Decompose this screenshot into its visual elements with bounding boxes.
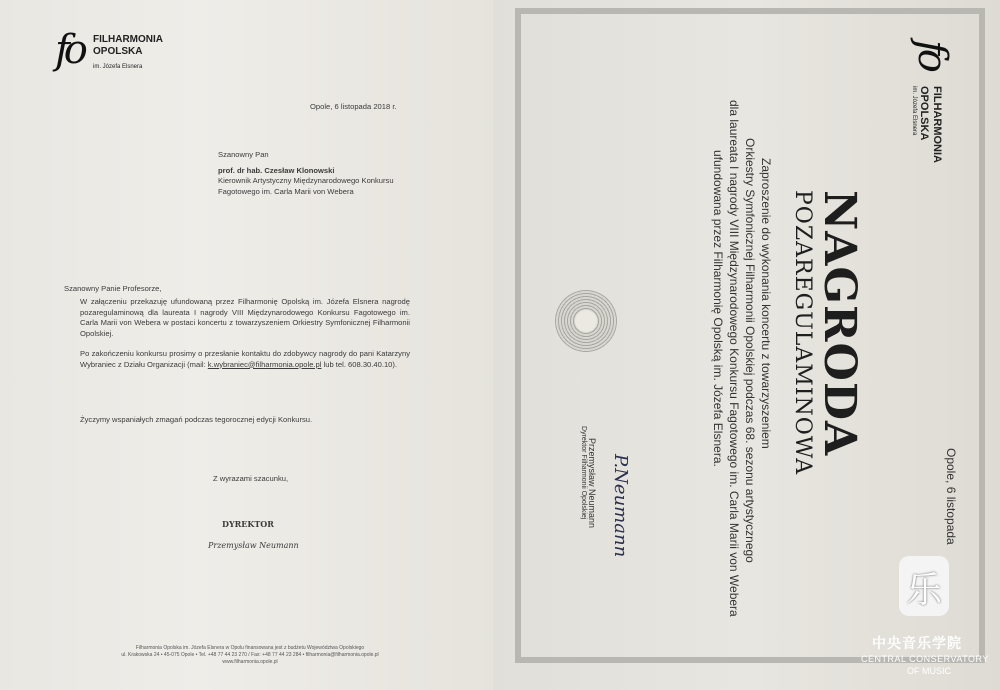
diploma-logo-sub: im. Józefa Elsnera — [911, 86, 917, 136]
logo-sub: im. Józefa Elsnera — [93, 64, 143, 70]
diploma-signer-title: Dyrektor Filharmonii Opolskiej — [580, 426, 587, 520]
logo-line1: FILHARMONIA — [93, 34, 163, 45]
letter-greeting: Szanowny Panie Profesorze, — [64, 284, 162, 293]
footer-line1: Filharmonia Opolska im. Józefa Elsnera w Opolu finansowana jest z budżetu Województwa Opolskiego — [135, 645, 365, 651]
footer-line2: ul. Krakowska 24 • 45-075 Opole • Tel. +48 77 44 23 270 / Fax: +48 77 44 23 284 • filharmonia@filharmonia.opole.pl — [121, 652, 379, 658]
letter-paragraph-1: W załączeniu przekazuję ufundowaną przez Filharmonię Opolską im. Józefa Elsnera nagrodę pozaregulaminową dla laureata I nagrody VIII Międzynarodowego Konkursu Fagotowego im. Carla Marii von Webera w postaci koncertu z towarzyszeniem Orkiestry Symfonicznej Filharmonii Opolskiej. — [80, 297, 410, 338]
medal-emblem — [555, 290, 617, 352]
recipient-address — [218, 150, 394, 197]
diploma-logo-line2: OPOLSKA — [918, 86, 930, 141]
conservatory-logo — [899, 556, 949, 616]
logo-mark: fo — [55, 27, 82, 73]
footer-line3: www.filharmonia.opole.pl — [222, 659, 278, 665]
letter-date: Opole, 6 listopada 2018 r. — [310, 102, 397, 111]
diploma-title-2: POZAREGULAMINOWA — [790, 190, 815, 476]
diploma-logo-mark: fo — [909, 40, 955, 67]
recipient-name: prof. dr hab. Czesław Klonowski — [218, 165, 335, 175]
diploma-signature: P.Neumann — [610, 454, 631, 558]
logo-line2: OPOLSKA — [93, 46, 143, 57]
diploma-title-1: NAGRODA — [814, 190, 865, 457]
letter-paragraph-3: Życzymy wspaniałych zmagań podczas tegorocznej edycji Konkursu. — [80, 415, 313, 424]
diploma-logo-line1: FILHARMONIA — [931, 86, 943, 163]
letter-footer — [80, 645, 420, 666]
watermark-english-1: CENTRAL CONSERVATORY — [861, 654, 989, 664]
diploma-line-4: ufundowana przez Filharmonię Opolską im. Józefa Elsnera. — [711, 150, 725, 467]
diploma-line-1: Zaproszenie do wykonania koncertu z towarzyszeniem — [759, 158, 773, 449]
philharmonic-logo — [55, 28, 175, 88]
conservatory-glyph: 乐 — [905, 569, 942, 610]
diploma-signer: Przemysław Neumann — [587, 438, 597, 529]
address-salutation: Szanowny Pan — [218, 150, 269, 159]
recipient-role1: Kierownik Artystyczny Międzynarodowego Konkursu — [218, 176, 394, 185]
letter-regards: Z wyrazami szacunku, — [213, 474, 289, 483]
diploma-line-2: Orkiestry Symfonicznej Filharmonii Opolskiej podczas 68. sezonu artystycznego — [743, 138, 757, 563]
letter-paragraph-2: Po zakończeniu konkursu prosimy o przesłanie kontaktu do zdobywcy nagrody do pani Katarzyny Wybraniec z Działu Organizacji (mail: k.wybraniec@filharmonia.opole.pl lub tel. 608.30.40.10). — [80, 349, 410, 369]
signer-title: DYREKTOR — [222, 519, 274, 529]
diploma-logo — [909, 40, 955, 67]
diploma-line-3: dla laureata I nagrody VIII Międzynarodowego Konkursu Fagotowego im. Carla Marii von Webera — [727, 100, 741, 617]
recipient-role2: Fagotowego im. Carla Marii von Webera — [218, 186, 354, 196]
watermark-english-2: OF MUSIC — [907, 666, 951, 676]
email-link[interactable]: k.wybraniec@filharmonia.opole.pl — [207, 359, 322, 369]
letter-page — [0, 0, 495, 690]
signer-name: Przemysław Neumann — [208, 541, 299, 550]
diploma-date: Opole, 6 listopada — [944, 448, 958, 545]
watermark-chinese: 中央音乐学院 — [872, 635, 962, 651]
